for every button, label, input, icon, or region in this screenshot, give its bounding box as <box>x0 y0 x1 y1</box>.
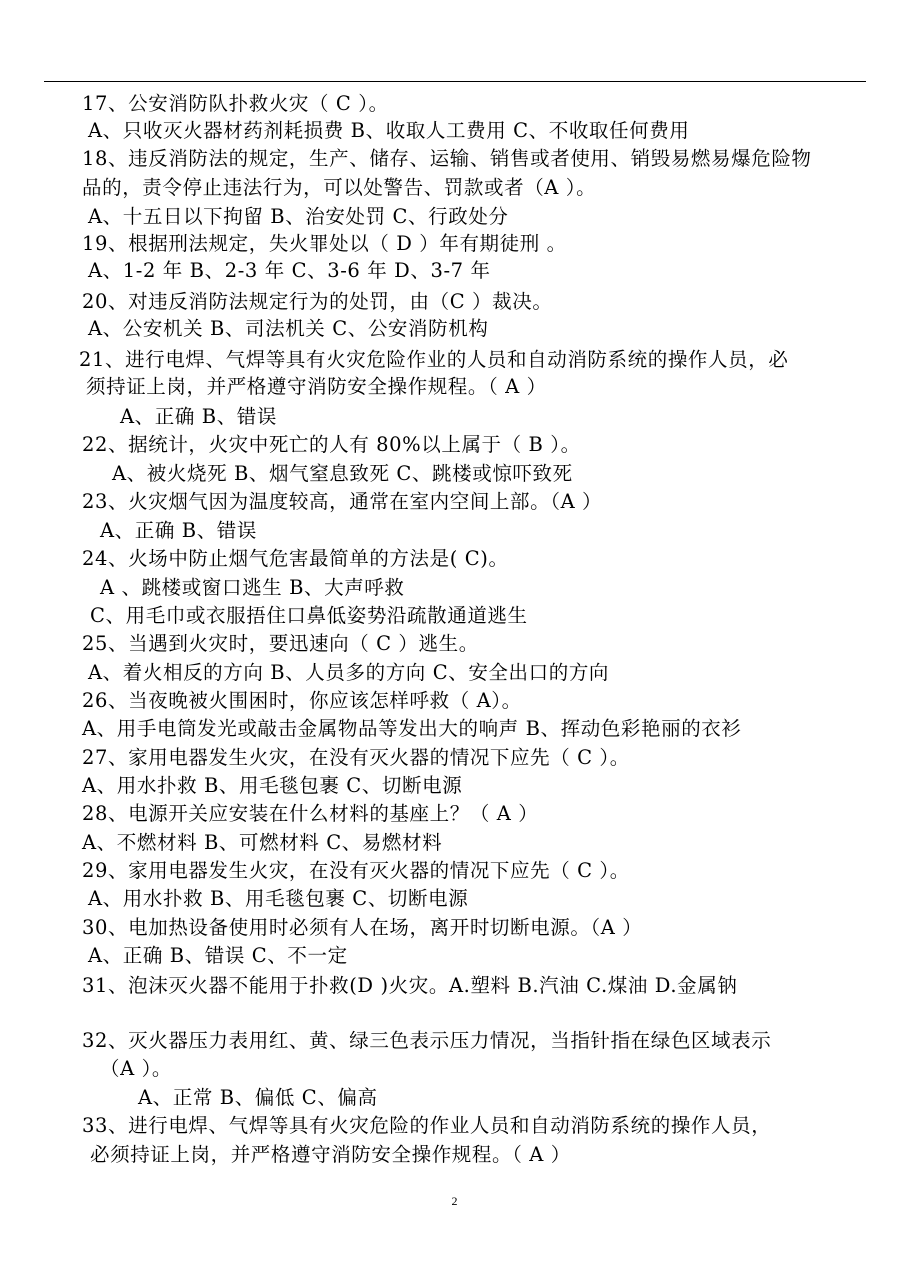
text-line: 33、进行电焊、气焊等具有火灾危险的作业人员和自动消防系统的操作人员， <box>82 1114 772 1137</box>
text-line: 须持证上岗，并严格遵守消防安全操作规程。（ A ） <box>86 375 547 398</box>
text-line: 32、灭火器压力表用红、黄、绿三色表示压力情况，当指针指在绿色区域表示 <box>82 1029 772 1052</box>
text-line: 17、公安消防队扑救火灾（ C ）。 <box>82 92 389 115</box>
text-line: 25、当遇到火灾时，要迅速向（ C ）逃生。 <box>82 632 479 655</box>
text-line: 30、电加热设备使用时必须有人在场，离开时切断电源。（A ） <box>82 916 643 939</box>
text-line: A、正确 B、错误 C、不一定 <box>88 944 348 967</box>
text-line: A、用手电筒发光或敲击金属物品等发出大的响声 B、挥动色彩艳丽的衣衫 <box>82 717 742 740</box>
text-line: A、正确 B、错误 <box>120 405 278 428</box>
text-line: 31、泡沫灭火器不能用于扑救(D )火灾。A.塑料 B.汽油 C.煤油 D.金属钠 <box>82 974 738 997</box>
text-line: 22、据统计，火灾中死亡的人有 80%以上属于（ B ）。 <box>82 433 581 456</box>
text-line: A 、跳楼或窗口逃生 B、大声呼救 <box>100 576 405 599</box>
text-line: A、正确 B、错误 <box>100 519 258 542</box>
text-line: 27、家用电器发生火灾，在没有灭火器的情况下应先（ C ）。 <box>82 746 630 769</box>
text-line: 29、家用电器发生火灾，在没有灭火器的情况下应先（ C ）。 <box>82 859 630 882</box>
text-line: A、只收灭火器材药剂耗损费 B、收取人工费用 C、不收取任何费用 <box>88 119 690 142</box>
text-line: 19、根据刑法规定，失火罪处以（ D ）年有期徒刑 。 <box>82 232 567 255</box>
text-line: 21、进行电焊、气焊等具有火灾危险作业的人员和自动消防系统的操作人员，必 <box>79 348 789 371</box>
text-line: 20、对违反消防法规定行为的处罚，由（C ）裁决。 <box>82 290 553 313</box>
text-line: 24、火场中防止烟气危害最简单的方法是( C)。 <box>82 547 509 570</box>
text-line: A、正常 B、偏低 C、偏高 <box>138 1086 378 1109</box>
text-line: A、1-2 年 B、2-3 年 C、3-6 年 D、3-7 年 <box>88 259 491 282</box>
header-rule <box>44 81 866 82</box>
text-line: A、公安机关 B、司法机关 C、公安消防机构 <box>88 317 489 340</box>
text-line: A、不燃材料 B、可燃材料 C、易燃材料 <box>82 831 443 854</box>
text-line: 23、火灾烟气因为温度较高，通常在室内空间上部。（A ） <box>82 490 603 513</box>
text-line: 必须持证上岗，并严格遵守消防安全操作规程。（ A ） <box>90 1143 571 1166</box>
text-line: C、用毛巾或衣服捂住口鼻低姿势沿疏散通道逃生 <box>90 604 528 627</box>
text-line: （A ）。 <box>100 1057 173 1080</box>
text-line: A、被火烧死 B、烟气窒息致死 C、跳楼或惊吓致死 <box>112 462 573 485</box>
text-line: A、着火相反的方向 B、人员多的方向 C、安全出口的方向 <box>88 661 610 684</box>
text-line: A、用水扑救 B、用毛毯包裹 C、切断电源 <box>88 887 469 910</box>
text-line: A、用水扑救 B、用毛毯包裹 C、切断电源 <box>82 774 463 797</box>
text-line: 26、当夜晚被火围困时，你应该怎样呼救（ A）。 <box>82 689 522 712</box>
text-line: 18、违反消防法的规定，生产、储存、运输、销售或者使用、销毁易燃易爆危险物 <box>82 147 812 170</box>
page-number: 2 <box>451 1194 458 1208</box>
text-line: 28、电源开关应安装在什么材料的基座上？（ A ） <box>82 802 539 825</box>
text-line: A、十五日以下拘留 B、治安处罚 C、行政处分 <box>88 205 509 228</box>
text-line: 品的，责令停止违法行为，可以处警告、罚款或者（A ）。 <box>82 176 597 199</box>
